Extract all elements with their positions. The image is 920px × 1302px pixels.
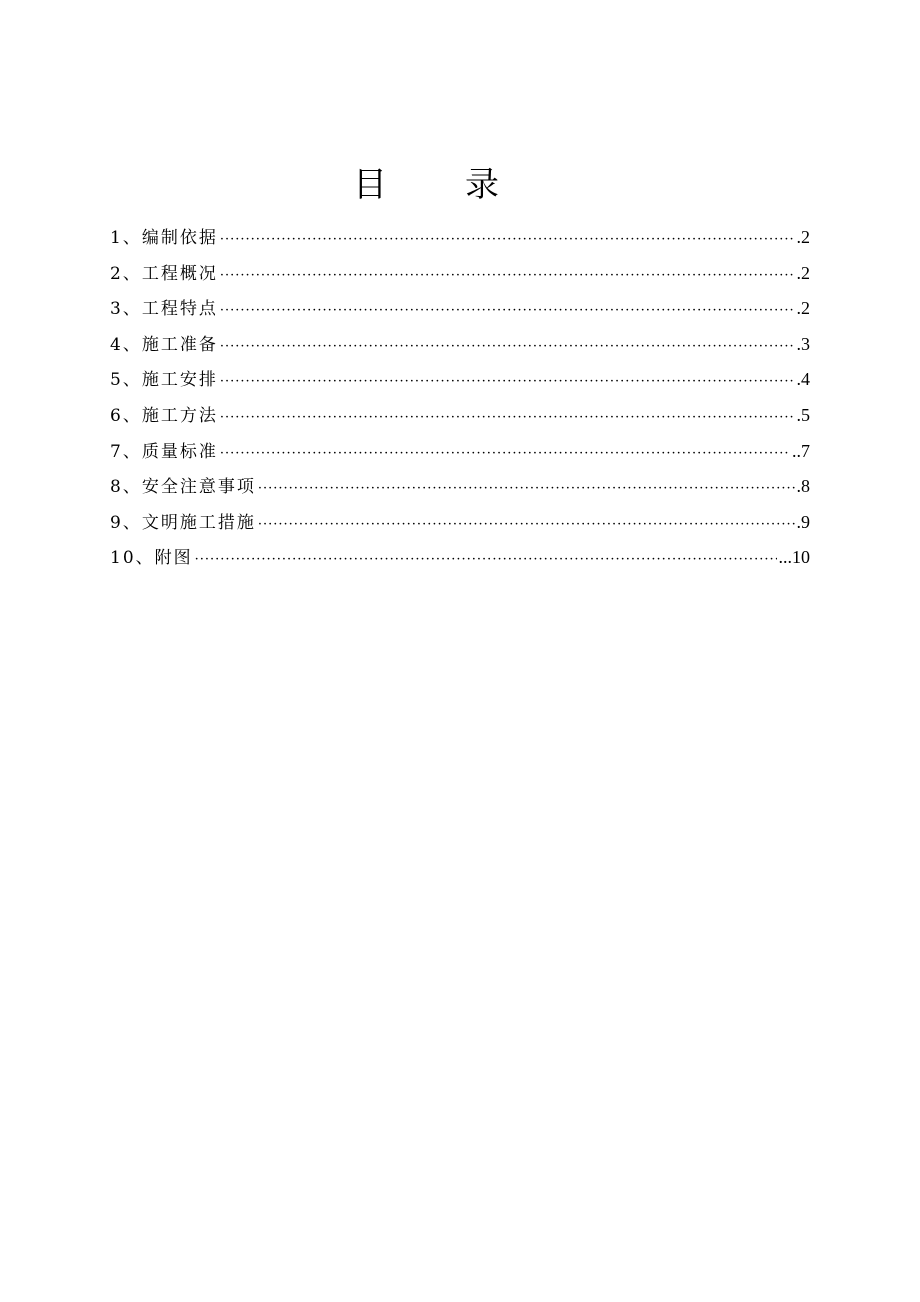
toc-entry-label: 3、工程特点	[110, 299, 218, 320]
toc-entry-5[interactable]	[110, 362, 810, 398]
toc-entry-page: ...10	[778, 547, 810, 568]
toc-entry-page: .2	[796, 262, 810, 283]
toc-dot-leader	[258, 471, 795, 507]
page-title-char-1: 目	[353, 164, 465, 205]
toc-dot-leader	[220, 293, 795, 329]
toc-entry-8[interactable]	[110, 469, 810, 505]
toc-entry-label: 10、附图	[110, 548, 193, 569]
toc-entry-9[interactable]	[110, 505, 810, 541]
toc-entry-label: 1、编制依据	[110, 228, 218, 248]
toc-entry-4[interactable]	[110, 327, 810, 363]
toc-entry-10[interactable]	[110, 540, 810, 576]
toc-entry-7[interactable]	[110, 434, 810, 470]
toc-entry-label: 4、施工准备	[110, 334, 218, 355]
toc-dot-leader	[220, 400, 795, 436]
toc-dot-leader	[220, 329, 795, 365]
toc-dot-leader	[195, 542, 777, 578]
page-title	[0, 161, 920, 209]
page-title-char-2: 录	[465, 164, 577, 205]
toc-entry-label: 5、施工安排	[110, 370, 218, 391]
toc-entry-page: .2	[796, 227, 810, 247]
toc-dot-leader	[220, 222, 795, 258]
toc-entry-page: ..7	[792, 440, 810, 461]
toc-entry-page: .4	[796, 369, 810, 390]
toc-entry-label: 6、施工方法	[110, 405, 218, 426]
toc-dot-leader	[220, 436, 790, 472]
toc-dot-leader	[220, 258, 795, 294]
toc-entry-page: .3	[796, 333, 810, 354]
table-of-contents	[110, 220, 810, 576]
toc-entry-page: .2	[796, 298, 810, 319]
toc-entry-page: .9	[796, 511, 810, 532]
toc-entry-1[interactable]	[110, 220, 810, 256]
toc-entry-label: 8、安全注意事项	[110, 477, 256, 498]
toc-entry-page: .5	[796, 404, 810, 425]
toc-dot-leader	[220, 364, 795, 400]
toc-entry-label: 7、质量标准	[110, 441, 218, 462]
toc-entry-label: 2、工程概况	[110, 263, 218, 284]
toc-entry-label: 9、文明施工措施	[110, 512, 256, 533]
toc-entry-6[interactable]	[110, 398, 810, 434]
toc-entry-3[interactable]	[110, 291, 810, 327]
toc-entry-page: .8	[796, 476, 810, 497]
toc-dot-leader	[258, 507, 795, 543]
toc-entry-2[interactable]	[110, 256, 810, 292]
